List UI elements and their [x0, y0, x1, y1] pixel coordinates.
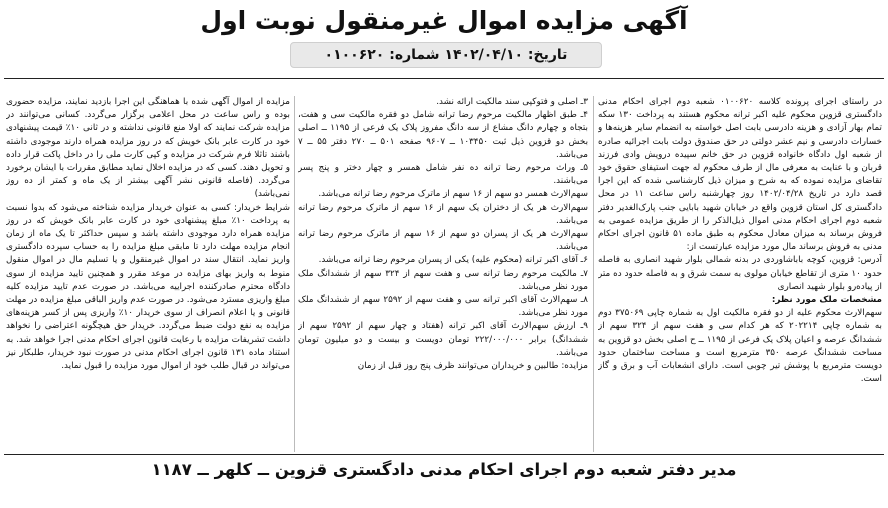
paragraph: سهم‌الارث هر یک از پسران دو سهم از ۱۶ سهم از ماترک مرحوم رضا ترانه می‌باشد.	[298, 229, 588, 253]
ad-title: آگهی مزایده اموال غیرمنقول نوبت اول	[200, 6, 688, 35]
column-separator	[294, 96, 295, 452]
paragraph: سهم‌الارث محکوم علیه از دو فقره مالکیت اول به شماره چاپی ۳۷۵۰۶۹ دوم به شماره چاپی ۲۰۲۲۱۴ که هر کدام سی و هفت سهم از ۳۲۴ سهم از ششدانگ عرصه و اعیان پلاک یک فرعی از ۱۱۹۵ ــ ح اصلی بخش دو قزوین به مساحت ششدانگ عرصه ۳۵۰ مترمربع است و مساحت ساختمان حدود دویست مترمربع با پوشش تیر چوبی است. دارای انشعابات آب و برق و گاز است.	[598, 308, 882, 385]
column-right	[598, 96, 882, 452]
date-number-bar: تاریخ: ۱۴۰۲/۰۴/۱۰ شماره: ۰۱۰۰۶۲۰	[290, 42, 602, 68]
paragraph: ۷ـ مالکیت مرحوم رضا ترانه سی و هفت سهم از ۳۲۴ سهم از ششدانگ ملک مورد نظر می‌باشد.	[298, 268, 588, 292]
section-heading: مشخصات ملک مورد نظر:	[771, 295, 882, 306]
top-rule	[4, 78, 884, 79]
paragraph: ۶ـ آقای اکبر ترانه (محکوم علیه) یکی از پسران مرحوم رضا ترانه می‌باشد.	[318, 255, 588, 266]
paragraph: سهم‌الارث هر یک از دختران یک سهم از ۱۶ سهم از ماترک مرحوم رضا ترانه می‌باشد.	[298, 202, 588, 226]
paragraph: مزایده: طالبین و خریداران می‌توانند ظرف پنج روز قبل از زمان	[357, 361, 588, 372]
paragraph: شرایط خریدار: کسی به عنوان خریدار مزایده شناخته می‌شود که بدوا نسبت به پرداخت ۱۰٪ مبلغ پیشنهادی خود در کارت عابر بانک خویش که در روز مزایده همراه دارد موجودی داشته باشد و سپس حداکثر تا یک ماه از زمان انجام مزایده مهلت دارد تا مابقی مبلغ مزایده را به حساب سپرده دادگستری واریز نماید. انتقال سند در اموال غیرمنقول و یا تسلیم مال در اموال منقول منوط به واریز بهای مزایده در موعد مقرر و همچنین تایید مزایده از سوی دادگاه محترم صادرکننده اجراییه می‌باشد. در صورت عدم تایید مزایده کلیه مبلغ واریزی مسترد می‌شود. در صورت عدم واریز الباقی مبلغ مزایده در مهلت قانونی و یا اعلام انصراف از سوی خریدار ۱۰٪ واریزی پس از کسر هزینه‌های مزایده به نفع دولت ضبط می‌گردد. خریدار حق هیچگونه اعتراضی را نخواهد داشت تشریفات مزایده با رعایت قانون اجرای احکام مدنی اجرا خواهد شد. به استناد ماده ۱۳۱ قانون اجرای احکام مدنی در صورت نبود خریدار، طلبکار نیز می‌تواند در قبال طلب خود از اموال مورد مزایده را قبول نماید.	[6, 202, 290, 372]
paragraph: ۴ـ طبق اظهار مالکیت مرحوم رضا ترانه شامل دو فقره مالکیت سی و هفت، بتجاه و چهارم دانگ مشاع از سه دانگ مفروز پلاک یک فرعی از ۱۱۹۵ ــ اصلی بخش دو قزوین ذیل ثبت ۱۰۳۴۵۰ ــ ۹۶۰۷ صفحه ۵۰۱ ــ ۲۷۰ دفتر ۵۵ ــ ۷ می‌باشد.	[298, 110, 588, 160]
column-separator	[593, 96, 594, 452]
paragraph: مزایده از اموال آگهی شده با هماهنگی این اجرا بازدید نمایند، مزایده حضوری بوده و راس ساعت در محل اعلامی برگزار می‌گردد. کسانی می‌توانند در مزایده شرکت نمایند که اولا منع قانونی نداشته و در ثانی ۱۰٪ قیمت پیشنهادی خود در کارت عابر بانک خویش که در روز مزایده همراه دارند موجودی داشته باشند تاثلا فرم شرکت در مزایده و کپی کارت ملی را در داخل پاکت قرار داده و تحویل دهند. کسی که در مزایده اخلال نماید مطابق مقررات با ایشان برخورد می‌گردد. (فاصله قانونی نشر آگهی بیشتر از یک ماه و کمتر از ده روز نمی‌باشد)	[6, 97, 290, 200]
column-left	[6, 96, 290, 452]
paragraph: ۳ـ اصلی و فتوکپی سند مالکیت ارائه نشد.	[436, 97, 588, 107]
paragraph: سهم‌الارث همسر دو سهم از ۱۶ سهم از ماترک مرحوم رضا ترانه می‌باشد.	[318, 189, 588, 200]
paragraph: ۸ـ سهم‌الارث آقای اکبر ترانه سی و هفت سهم از ۲۵۹۲ سهم از ششدانگ ملک مورد نظر می‌باشد.	[298, 295, 588, 319]
paragraph: آدرس: قزوین، کوچه باباشاوردی در بدنه شمالی بلوار شهید انصاری به فاصله حدود ۱۰ متری از تقاطع خیابان مولوی به سمت شرق و به فاصله حدود ده متر از پیاده‌رو بلوار شهید انصاری	[598, 255, 882, 292]
paragraph: در راستای اجرای پرونده کلاسه ۰۱۰۰۶۲۰ شعبه دوم اجرای احکام مدنی دادگستری قزوین محکوم علیه اکبر ترانه محکوم هستند به پرداخت ۱۳۰ سکه تمام بهار آزادی و هزینه دادرسی بابت اصل خواسته به انضمام سایر هزینه‌ها و خسارات دادرسی و نیم عشر دولتی در حق صندوق دولت بابت اجرائیه صادره از شعبه اول دادگاه خانواده قزوین در حق خانم سپیده درویش وادی فرزند قربان و با عنایت به معرفی مال از طرف محکوم له جهت استیفای حقوق خود تقاضای مزایده نموده که به شرح و میزان ذیل کارشناسی شده که این اجرا قصد دارد در تاریخ ۱۴۰۲/۰۴/۲۸ روز چهارشنبه راس ساعت ۱۱ در محل دادگستری کل استان قزوین واقع در خیابان شهید بابایی جنب پارک‌الغدیر دفتر شعبه دوم اجرای احکام مدنی اموال ذیل‌الذکر را از طریق مزایده عمومی به فروش برساند به میزان معادل محکوم به طبق ماده ۵۱ قانون اجرای احکام مدنی به فروش برساند مال مورد مزایده عبارتست از:	[598, 97, 882, 253]
column-middle	[298, 96, 588, 452]
paragraph: ۵ـ وراث مرحوم رضا ترانه ده نفر شامل همسر و چهار دختر و پنج پسر می‌باشند.	[298, 163, 588, 187]
ad-footer-signature: مدیر دفتر شعبه دوم اجرای احکام مدنی دادگستری قزوین ــ کلهر ــ ۱۱۸۷	[151, 460, 737, 479]
paragraph: ۹ـ ارزش سهم‌الارث آقای اکبر ترانه (هفتاد و چهار سهم از ۲۵۹۲ سهم از ششدانگ) برابر ۲۲۲/۰۰۰/۰۰۰ تومان دویست و بیست و دو میلیون تومان می‌باشد.	[298, 321, 588, 358]
